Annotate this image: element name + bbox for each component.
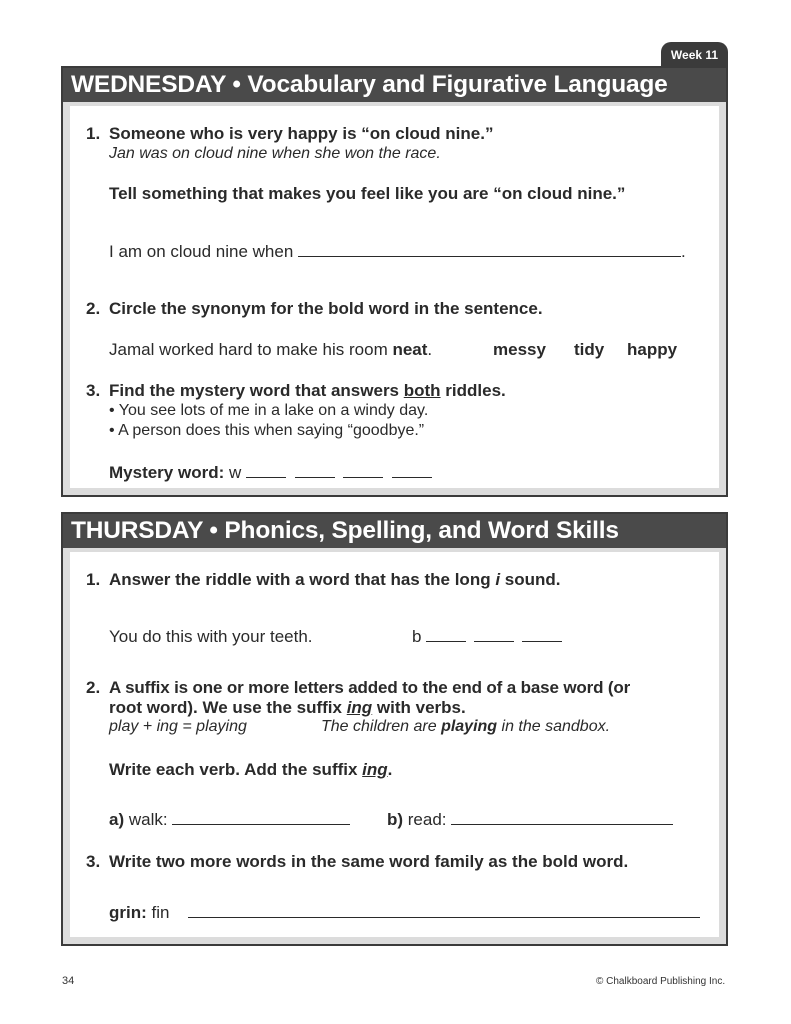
answer-a-line	[109, 810, 350, 830]
answer-b-label: b)	[387, 810, 404, 829]
question-number: 2.	[86, 678, 101, 697]
wednesday-content	[70, 106, 719, 488]
copyright: © Chalkboard Publishing Inc.	[596, 976, 726, 987]
example-sentence	[321, 718, 610, 736]
question-prompt-line1: A suffix is one or more letters added to the end of a base word (or	[109, 678, 631, 697]
question-number: 2.	[86, 299, 101, 318]
synonym-option-messy[interactable]: messy	[493, 340, 546, 359]
prompt-text: with verbs.	[372, 698, 466, 717]
wednesday-section	[61, 66, 728, 497]
riddle-text: You do this with your teeth.	[109, 627, 313, 646]
synonym-option-tidy[interactable]: tidy	[574, 340, 605, 359]
sentence-text: The children are	[321, 718, 442, 735]
given-letter: w	[228, 463, 242, 482]
question-prompt: Someone who is very happy is “on cloud nine.”	[109, 124, 494, 143]
answer-b-word: read:	[403, 810, 447, 829]
question-number: 1.	[86, 570, 101, 589]
question-prompt: Write two more words in the same word family as the bold word.	[109, 852, 629, 871]
letter-blank[interactable]	[343, 463, 383, 478]
synonym-option-happy[interactable]: happy	[627, 340, 678, 359]
thursday-content	[70, 552, 719, 937]
letter-blank[interactable]	[392, 463, 432, 478]
letter-blank[interactable]	[522, 627, 562, 642]
prompt-text: riddles.	[440, 381, 506, 400]
answer-start: I am on cloud nine when	[109, 242, 294, 261]
instruction-text: Write each verb. Add the suffix	[109, 760, 363, 779]
question-number: 1.	[86, 124, 101, 143]
underlined-word: both	[403, 381, 441, 400]
word-family-line	[109, 903, 700, 923]
riddle-bullet: • A person does this when saying “goodbye.”	[109, 422, 425, 439]
answer-label: Mystery word:	[109, 463, 225, 482]
question-instruction	[109, 760, 392, 780]
letter-blank[interactable]	[426, 627, 466, 642]
answer-a-blank[interactable]	[172, 810, 350, 825]
answer-blank[interactable]	[298, 242, 681, 257]
thursday-section	[61, 512, 728, 946]
week-tab: Week 11	[661, 42, 728, 69]
thursday-header: THURSDAY • Phonics, Spelling, and Word Skills	[63, 514, 726, 548]
answer-a-word: walk:	[124, 810, 168, 829]
question-prompt: Circle the synonym for the bold word in the sentence.	[109, 299, 543, 318]
question-prompt-line2	[109, 698, 466, 718]
suffix-word: ing	[346, 698, 373, 717]
question-instruction: Tell something that makes you feel like you are “on cloud nine.”	[109, 184, 626, 203]
synonym-sentence	[109, 340, 432, 360]
answer-b-blank[interactable]	[451, 810, 673, 825]
riddle-answer-line	[412, 627, 562, 647]
answer-line	[109, 242, 686, 262]
question-prompt	[109, 381, 506, 401]
letter-blank[interactable]	[474, 627, 514, 642]
answer-a-label: a)	[109, 810, 125, 829]
question-prompt	[109, 570, 561, 590]
bold-word: playing	[441, 718, 498, 735]
prompt-text: root word). We use the suffix	[109, 698, 347, 717]
answer-b-line	[387, 810, 673, 830]
example-formula: play + ing = playing	[109, 718, 247, 735]
sentence-text: in the sandbox.	[497, 718, 611, 735]
given-word: fin	[146, 903, 170, 922]
question-number: 3.	[86, 852, 101, 871]
question-number: 3.	[86, 381, 101, 400]
given-letter: b	[412, 627, 422, 646]
mystery-word-line	[109, 463, 432, 483]
letter-blank[interactable]	[295, 463, 335, 478]
instruction-text: .	[387, 760, 393, 779]
italic-letter: i	[495, 570, 501, 589]
letter-blank[interactable]	[246, 463, 286, 478]
sentence-text: Jamal worked hard to make his room	[109, 340, 393, 359]
word-family-blank[interactable]	[188, 903, 700, 918]
bold-word: neat	[392, 340, 428, 359]
page-number: 34	[62, 975, 75, 987]
wednesday-header: WEDNESDAY • Vocabulary and Figurative Language	[63, 68, 726, 102]
prompt-text: Answer the riddle with a word that has the long	[109, 570, 496, 589]
riddle-bullet: • You see lots of me in a lake on a windy day.	[109, 402, 429, 419]
prompt-text: Find the mystery word that answers	[109, 381, 404, 400]
prompt-text: sound.	[500, 570, 561, 589]
suffix-word: ing	[362, 760, 388, 779]
sentence-period: .	[427, 340, 433, 359]
example-sentence: Jan was on cloud nine when she won the race.	[109, 145, 441, 162]
answer-end: .	[681, 242, 686, 261]
bold-word: grin:	[109, 903, 147, 922]
